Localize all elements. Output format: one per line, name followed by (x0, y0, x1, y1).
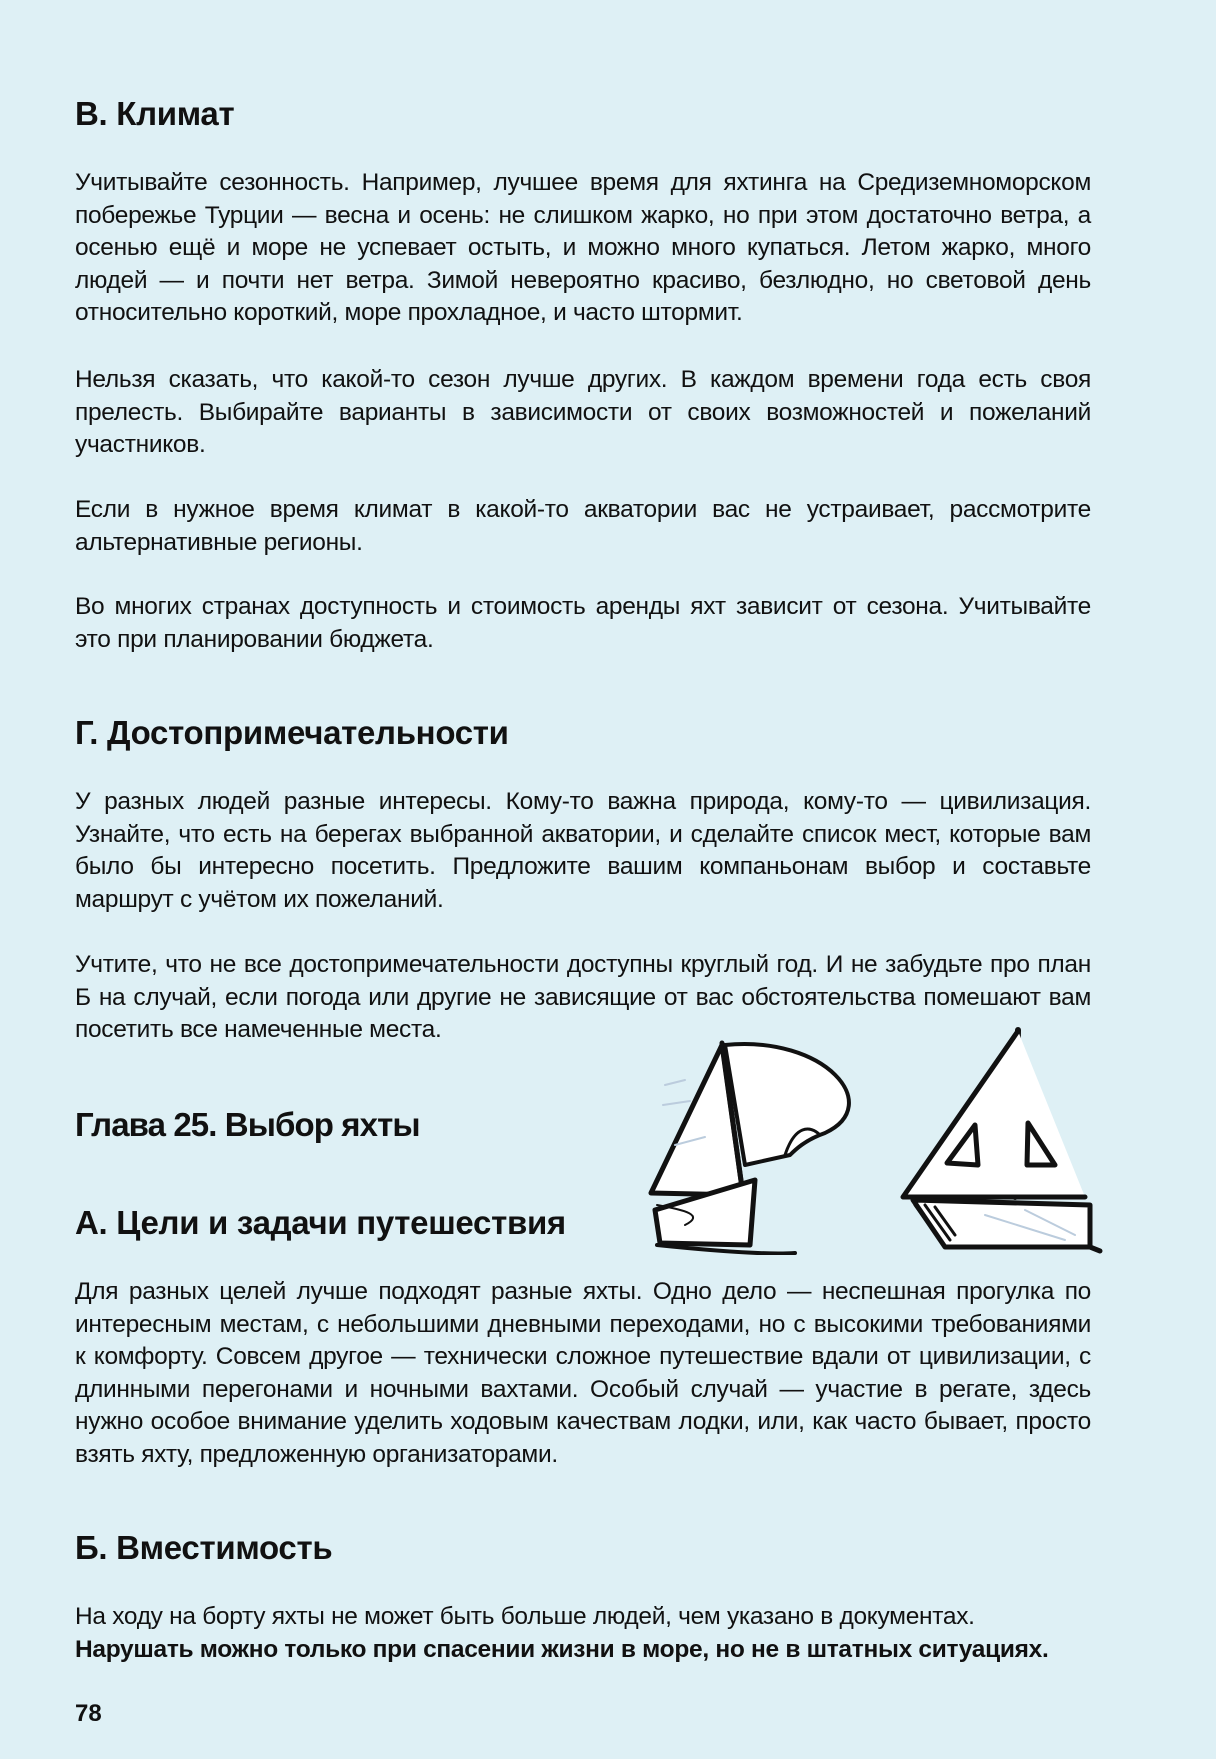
boat2-sail (903, 1031, 1085, 1197)
paragraph-climate-4: Во многих странах доступность и стоимость аренды яхт зависит от сезона. Учитывайте это при планировании бюджета. (75, 593, 1091, 653)
paragraph-goals: Для разных целей лучше подходят разные яхты. Одно дело — неспешная прогулка по интересным местам, с небольшими дневными переходами, но с высокими требованиями к комфорту. Совсем другое — технически сложное путешествие вдали от цивилизации, с длинными перегонами и ночными вахтами. Особый случай — участие в регате, здесь нужно особое внимание уделить ходовым качествам лодки, или, как часто бывает, просто взять яхту, предложенную организаторами. (75, 1278, 1091, 1468)
section-title-goals: А. Цели и задачи путешествия (75, 1204, 566, 1241)
section-title-climate: В. Климат (75, 95, 235, 132)
paragraph-sights-1: У разных людей разные интересы. Кому-то важна природа, кому-то — цивилизация. Узнайте, что есть на берегах выбранной акватории, и сделайте список мест, которые вам было бы интересно посетить. Предложите вашим компаньонам выбор и составьте маршрут с учётом их пожеланий. (75, 788, 1091, 913)
section-title-capacity: Б. Вместимость (75, 1529, 333, 1566)
paragraph-climate-1: Учитывайте сезонность. Например, лучшее время для яхтинга на Средиземноморском побережье Турции — весна и осень: не слишком жарко, но при этом достаточно ветра, а осенью ещё и море не успевает остыть, и можно много купаться. Летом жарко, много людей — и почти нет ветра. Зимой невероятно красиво, безлюдно, но световой день относительно короткий, море прохладное, и часто штормит. (75, 169, 1091, 326)
paragraph-climate-2: Нельзя сказать, что какой-то сезон лучше других. В каждом времени года есть своя прелесть. Выбирайте варианты в зависимости от своих возможностей и пожеланий участников. (75, 366, 1091, 458)
paragraph-capacity (75, 1601, 1091, 1666)
paragraph-climate-3: Если в нужное время климат в какой-то акватории вас не устраивает, рассмотрите альтернативные регионы. (75, 496, 1091, 556)
capacity-text: На ходу на борту яхты не может быть больше людей, чем указано в документах. (75, 1603, 975, 1630)
capacity-bold-text: Нарушать можно только при спасении жизни в море, но не в штатных ситуациях. (75, 1635, 1049, 1663)
page-number: 78 (75, 1700, 102, 1727)
paragraph-sights-2: Учтите, что не все достопримечательности доступны круглый год. И не забудьте про план Б на случай, если погода или другие не зависящие от вас обстоятельства помешают вам посетить все намеченные места. (75, 951, 1091, 1043)
section-title-sights: Г. Достопримечательности (75, 714, 509, 751)
sailboats-illustration (645, 1025, 1105, 1255)
chapter-title: Глава 25. Выбор яхты (75, 1106, 420, 1143)
